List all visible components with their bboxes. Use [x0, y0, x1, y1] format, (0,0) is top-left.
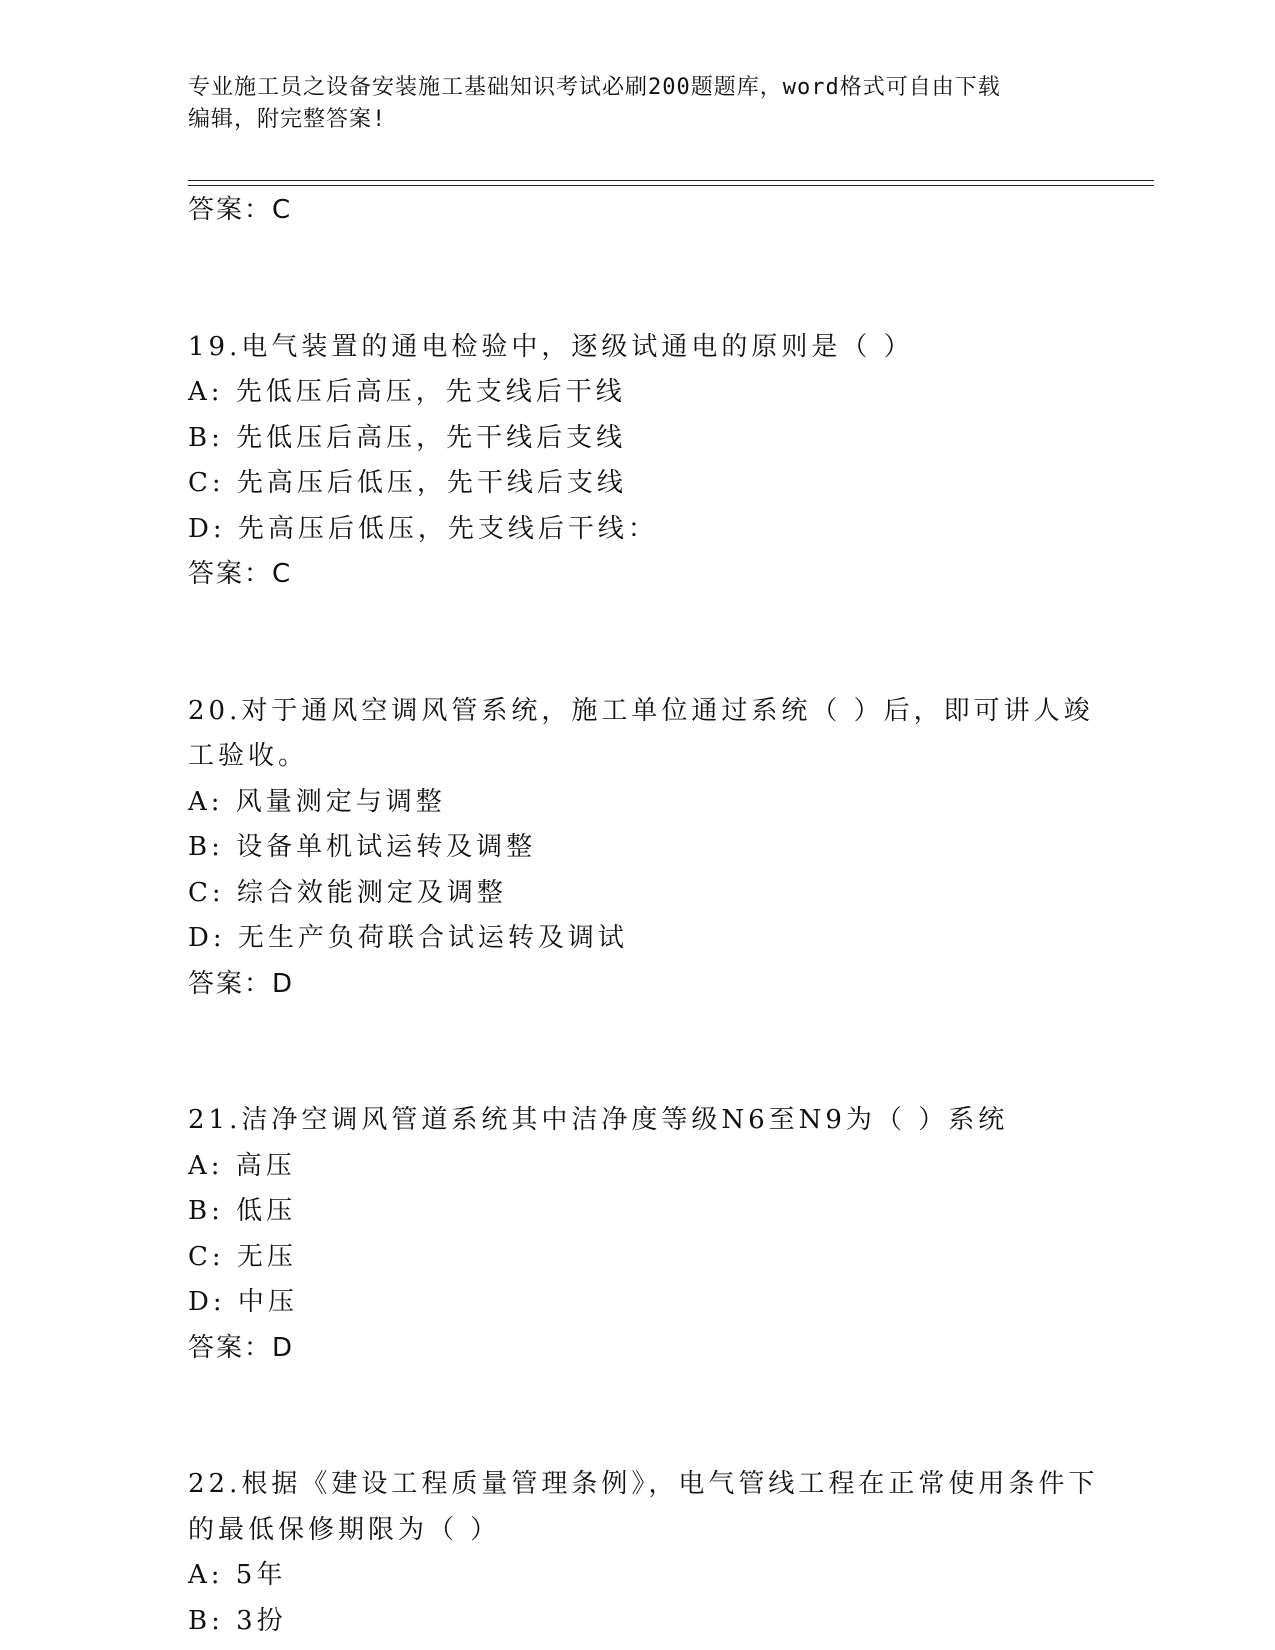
question-20-option-b: B: 设备单机试运转及调整	[188, 832, 537, 862]
question-20	[188, 689, 1094, 962]
question-19-option-a: A: 先低压后高压，先支线后干线	[188, 377, 626, 407]
question-21-option-a: A: 高压	[188, 1150, 296, 1181]
answer-q18: 答案：C	[188, 195, 293, 225]
header-rule-top	[188, 180, 1154, 181]
question-21-option-d: D: 中压	[188, 1287, 298, 1317]
spacer	[188, 598, 1088, 689]
question-19-stem: 19.电气装置的通电检验中，逐级试通电的原则是（ ）	[188, 331, 914, 362]
spacer	[188, 1007, 1088, 1098]
question-22-stem-line-2: 的最低保修期限为（ ）	[188, 1514, 501, 1545]
question-21-option-b: B: 低压	[188, 1196, 297, 1226]
header-line-2: 编辑，附完整答案!	[188, 107, 387, 132]
document-body	[188, 188, 1099, 1644]
question-19-option-c: C: 先高压后低压，先干线后支线	[188, 468, 627, 498]
answer-q20: 答案：D	[188, 968, 295, 999]
question-20-option-a: A: 风量测定与调整	[188, 786, 446, 817]
header-rule-bottom	[188, 185, 1154, 186]
question-20-option-c: C: 综合效能测定及调整	[188, 877, 507, 908]
question-22-stem-line-1: 22.根据《建设工程质量管理条例》，电气管线工程在正常使用条件下	[188, 1469, 1099, 1499]
document-header	[188, 72, 1068, 136]
question-21-stem: 21.洁净空调风管道系统其中洁净度等级N6至N9为（ ）系统	[188, 1105, 1009, 1135]
header-line-1: 专业施工员之设备安装施工基础知识考试必刷200题题库，word格式可自由下载	[188, 75, 1001, 100]
answer-q21: 答案：D	[188, 1332, 295, 1363]
spacer	[188, 234, 1088, 325]
question-19-option-b: B: 先低压后高压，先干线后支线	[188, 422, 627, 453]
question-21-option-c: C: 无压	[188, 1241, 297, 1272]
question-19-option-d: D: 先高压后低压，先支线后干线：	[188, 513, 658, 544]
question-20-stem-line-1: 20.对于通风空调风管系统，施工单位通过系统（ ）后，即可讲人竣	[188, 695, 1094, 726]
question-20-stem-line-2: 工验收。	[188, 741, 309, 771]
question-21	[188, 1098, 1088, 1326]
question-19	[188, 325, 1088, 553]
question-22-option-b: B: 3扮	[188, 1605, 287, 1636]
question-22-option-a: A: 5年	[188, 1560, 287, 1590]
spacer	[188, 1371, 1088, 1462]
question-22	[188, 1462, 1099, 1644]
answer-q19: 答案：C	[188, 559, 293, 589]
question-20-option-d: D: 无生产负荷联合试运转及调试	[188, 923, 628, 953]
